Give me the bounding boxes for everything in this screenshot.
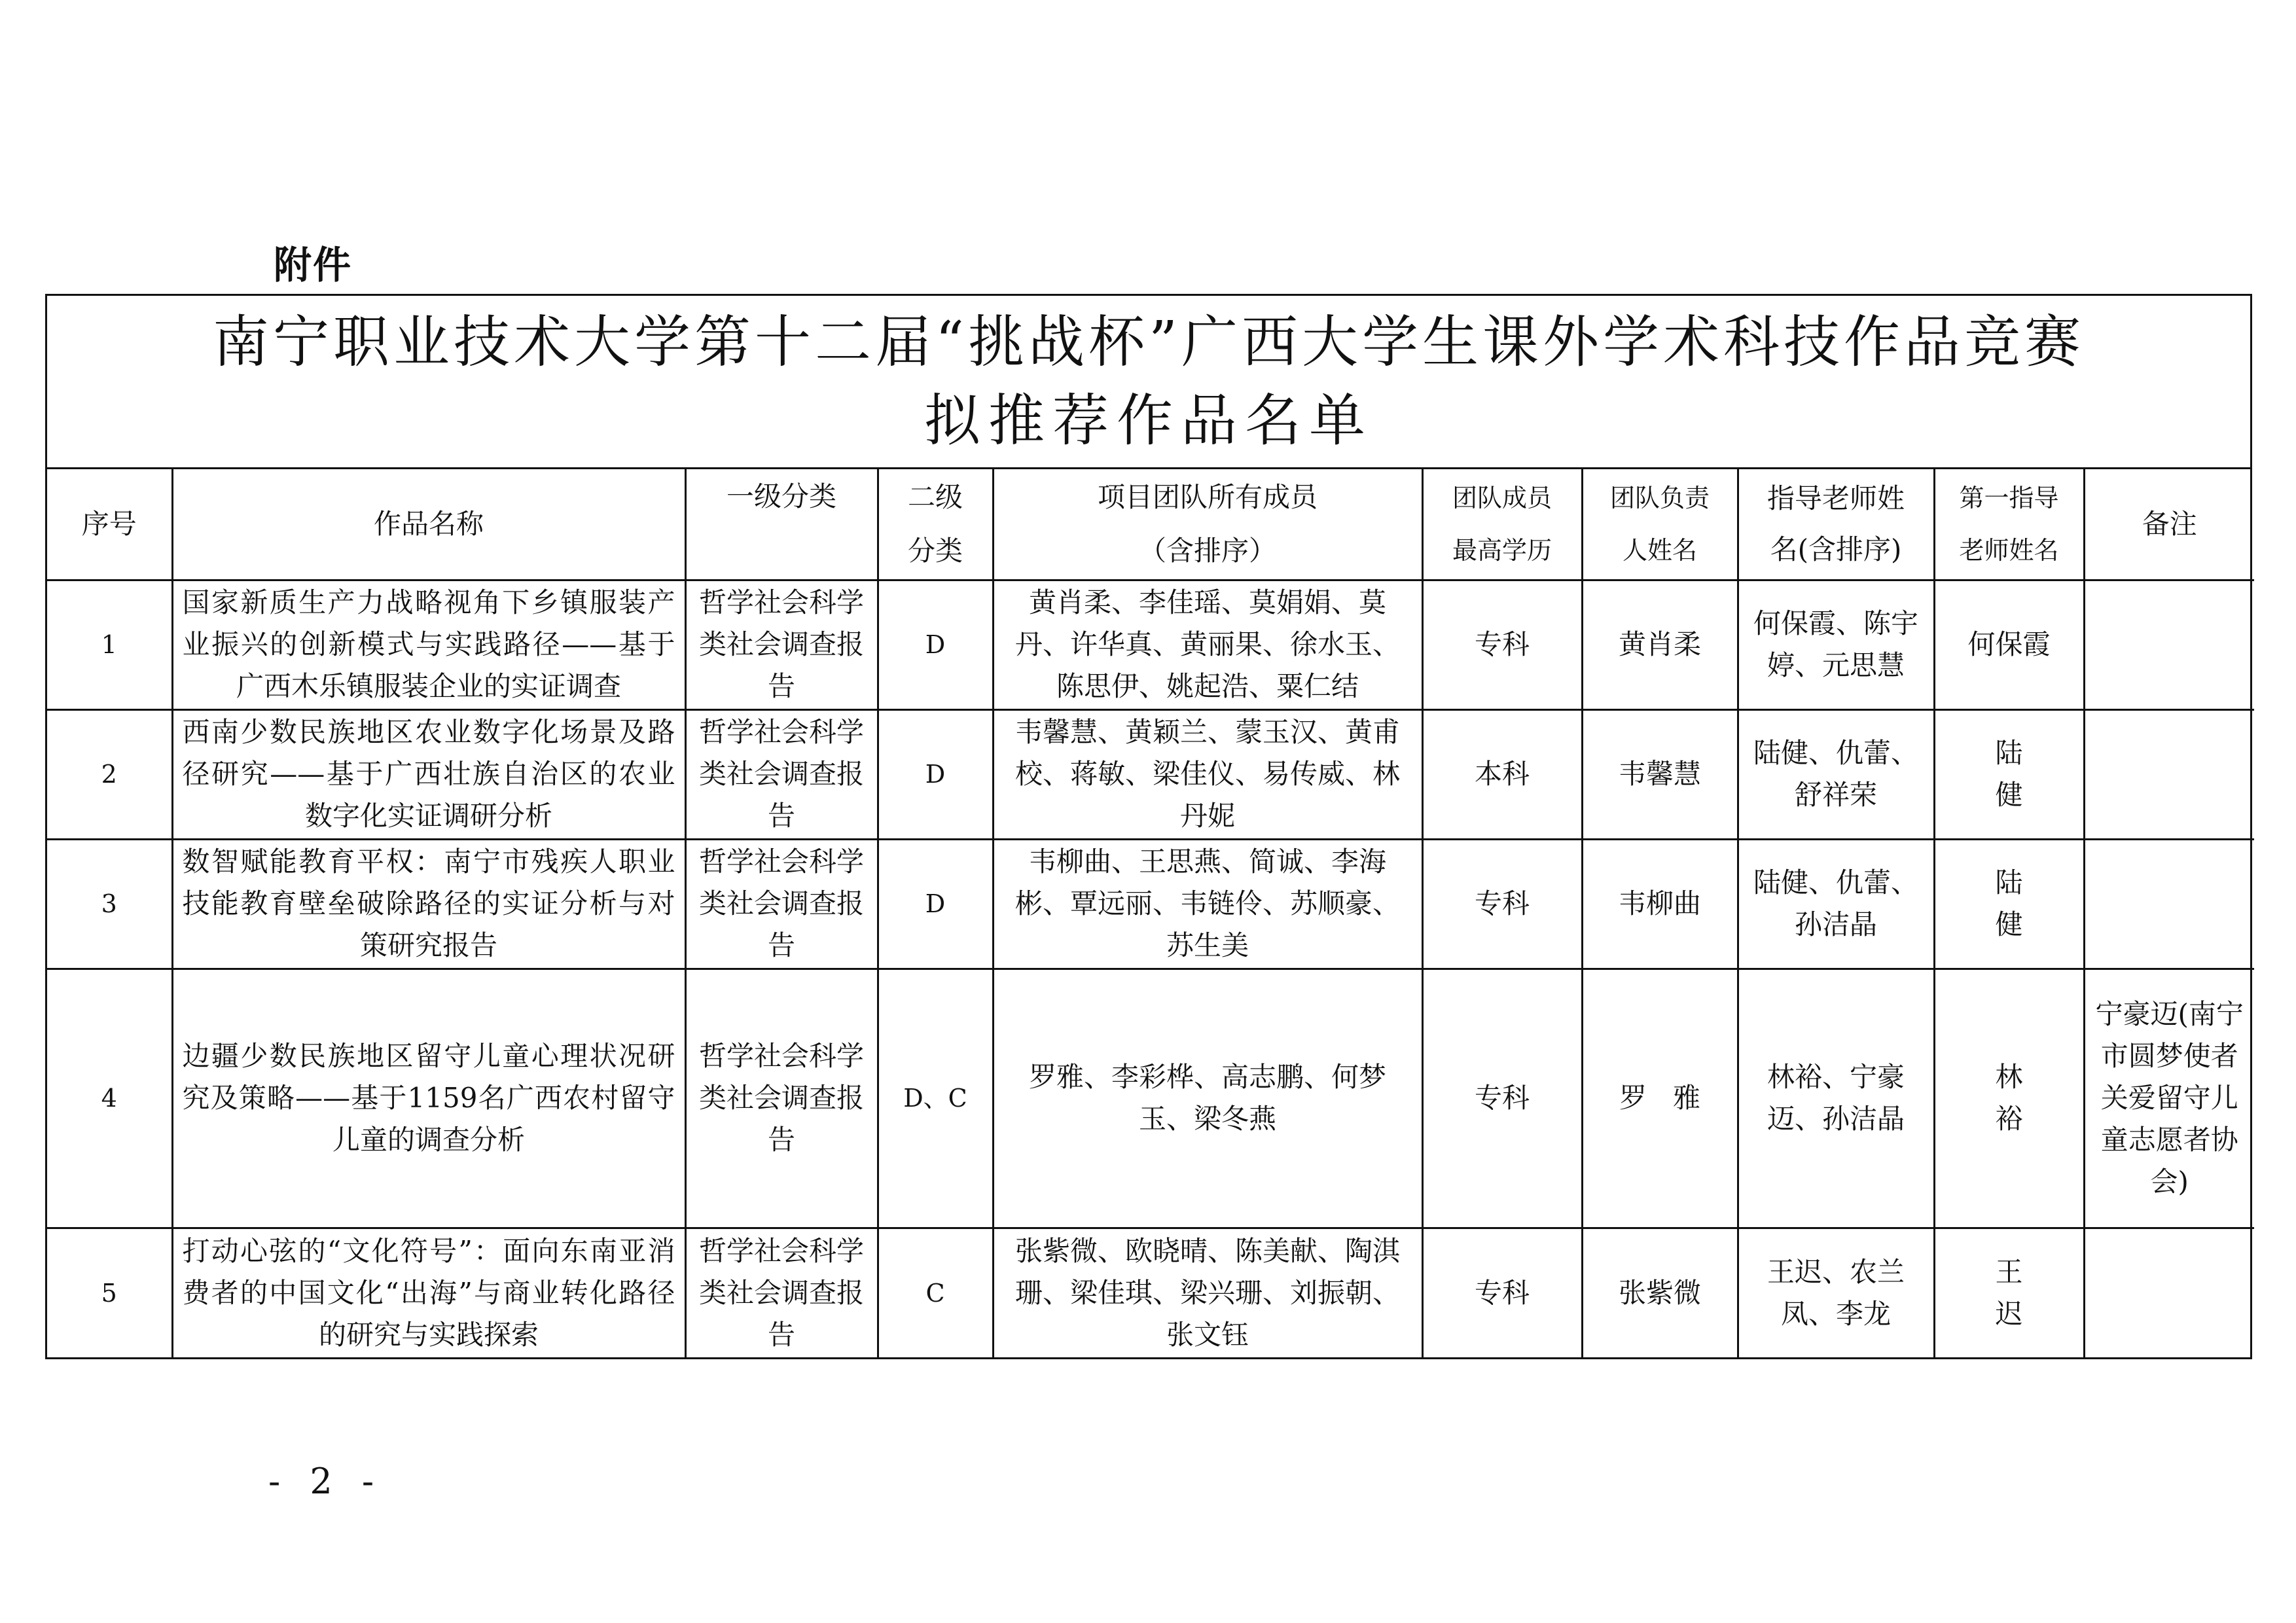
header-education — [1422, 469, 1582, 580]
table-row — [47, 709, 2254, 839]
cell-leader: 罗雅 — [1582, 969, 1738, 1228]
cell-work-name: 打动心弦的“文化符号”：面向东南亚消费者的中国文化“出海”与商业转化路径的研究与实践探索 — [172, 1228, 685, 1357]
title-line-2: 拟推荐作品名单 — [924, 388, 1373, 454]
cell-category2: D、C — [878, 969, 993, 1228]
table-row — [47, 1228, 2254, 1357]
cell-work-name: 国家新质生产力战略视角下乡镇服装产业振兴的创新模式与实践路径——基于广西木乐镇服装企业的实证调查 — [172, 580, 685, 709]
cell-remarks — [2084, 839, 2254, 969]
header-leader-line2: 人姓名 — [1622, 535, 1697, 565]
cell-first-advisor: 王迟 — [1934, 1228, 2084, 1357]
works-table — [47, 469, 2254, 1357]
cell-category1: 哲学社会科学类社会调查报告 — [685, 1228, 878, 1357]
table-header-row — [47, 469, 2254, 580]
cell-advisors: 陆健、仇蕾、孙洁晶 — [1738, 839, 1934, 969]
cell-education: 专科 — [1422, 1228, 1582, 1357]
header-leader — [1582, 469, 1738, 580]
cell-education: 专科 — [1422, 839, 1582, 969]
cell-seq: 4 — [47, 969, 172, 1228]
cell-first-advisor: 陆健 — [1934, 709, 2084, 839]
cell-category1: 哲学社会科学类社会调查报告 — [685, 709, 878, 839]
header-category1: 一级分类 — [685, 469, 878, 580]
cell-remarks — [2084, 580, 2254, 709]
cell-seq: 1 — [47, 580, 172, 709]
header-education-line2: 最高学历 — [1452, 535, 1552, 565]
header-education-line1: 团队成员 — [1452, 483, 1552, 512]
header-first-advisor-line1: 第一指导 — [1959, 483, 2059, 512]
cell-category2: D — [878, 709, 993, 839]
cell-leader: 张紫微 — [1582, 1228, 1738, 1357]
cell-seq: 3 — [47, 839, 172, 969]
header-work-name: 作品名称 — [172, 469, 685, 580]
cell-category2: D — [878, 839, 993, 969]
cell-members: 黄肖柔、李佳瑶、莫娟娟、莫丹、许华真、黄丽果、徐水玉、陈思伊、姚起浩、粟仁结 — [993, 580, 1422, 709]
cell-category1: 哲学社会科学类社会调查报告 — [685, 969, 878, 1228]
cell-category1: 哲学社会科学类社会调查报告 — [685, 839, 878, 969]
cell-category1: 哲学社会科学类社会调查报告 — [685, 580, 878, 709]
cell-first-advisor: 陆健 — [1934, 839, 2084, 969]
cell-seq: 5 — [47, 1228, 172, 1357]
cell-work-name: 西南少数民族地区农业数字化场景及路径研究——基于广西壮族自治区的农业数字化实证调研分析 — [172, 709, 685, 839]
header-advisors-line2: 名(含排序) — [1770, 533, 1902, 565]
cell-leader: 韦柳曲 — [1582, 839, 1738, 969]
cell-category2: D — [878, 580, 993, 709]
cell-education: 专科 — [1422, 969, 1582, 1228]
cell-education: 本科 — [1422, 709, 1582, 839]
header-category2 — [878, 469, 993, 580]
cell-first-advisor: 林裕 — [1934, 969, 2084, 1228]
header-advisors-line1: 指导老师姓 — [1767, 482, 1905, 514]
cell-members: 韦馨慧、黄颖兰、蒙玉汉、黄甫校、蒋敏、梁佳仪、易传威、林丹妮 — [993, 709, 1422, 839]
header-members — [993, 469, 1422, 580]
header-members-line2: （含排序） — [1138, 534, 1276, 567]
cell-work-name: 边疆少数民族地区留守儿童心理状况研究及策略——基于1159名广西农村留守儿童的调查分析 — [172, 969, 685, 1228]
cell-category2: C — [878, 1228, 993, 1357]
cell-advisors: 林裕、宁豪迈、孙洁晶 — [1738, 969, 1934, 1228]
cell-members: 罗雅、李彩桦、高志鹏、何梦玉、梁冬燕 — [993, 969, 1422, 1228]
cell-members: 张紫微、欧晓晴、陈美献、陶淇珊、梁佳琪、梁兴珊、刘振朝、张文钰 — [993, 1228, 1422, 1357]
cell-first-advisor: 何保霞 — [1934, 580, 2084, 709]
document-title — [47, 296, 2250, 469]
cell-remarks — [2084, 1228, 2254, 1357]
table-row — [47, 839, 2254, 969]
cell-members: 韦柳曲、王思燕、简诚、李海彬、覃远丽、韦链伶、苏顺豪、苏生美 — [993, 839, 1422, 969]
attachment-label: 附件 — [274, 243, 353, 287]
header-category2-line1: 二级 — [907, 480, 963, 513]
cell-seq: 2 — [47, 709, 172, 839]
title-line-1: 南宁职业技术大学第十二届“挑战杯”广西大学生课外学术科技作品竞赛 — [213, 310, 2085, 375]
table-row — [47, 969, 2254, 1228]
header-first-advisor-line2: 老师姓名 — [1959, 535, 2059, 565]
table-row — [47, 580, 2254, 709]
cell-remarks: 宁豪迈(南宁市圆梦使者关爱留守儿童志愿者协会) — [2084, 969, 2254, 1228]
cell-advisors: 王迟、农兰凤、李龙 — [1738, 1228, 1934, 1357]
cell-work-name: 数智赋能教育平权：南宁市残疾人职业技能教育壁垒破除路径的实证分析与对策研究报告 — [172, 839, 685, 969]
cell-leader: 韦馨慧 — [1582, 709, 1738, 839]
recommendation-sheet — [45, 294, 2252, 1359]
header-first-advisor — [1934, 469, 2084, 580]
header-members-line1: 项目团队所有成员 — [1097, 480, 1318, 513]
header-seq: 序号 — [47, 469, 172, 580]
cell-advisors: 何保霞、陈宇婷、元思慧 — [1738, 580, 1934, 709]
cell-education: 专科 — [1422, 580, 1582, 709]
header-advisors — [1738, 469, 1934, 580]
page-number: - 2 - — [268, 1461, 384, 1502]
cell-remarks — [2084, 709, 2254, 839]
header-remarks: 备注 — [2084, 469, 2254, 580]
cell-advisors: 陆健、仇蕾、舒祥荣 — [1738, 709, 1934, 839]
cell-leader: 黄肖柔 — [1582, 580, 1738, 709]
header-leader-line1: 团队负责 — [1609, 483, 1710, 512]
header-category2-line2: 分类 — [907, 534, 963, 567]
